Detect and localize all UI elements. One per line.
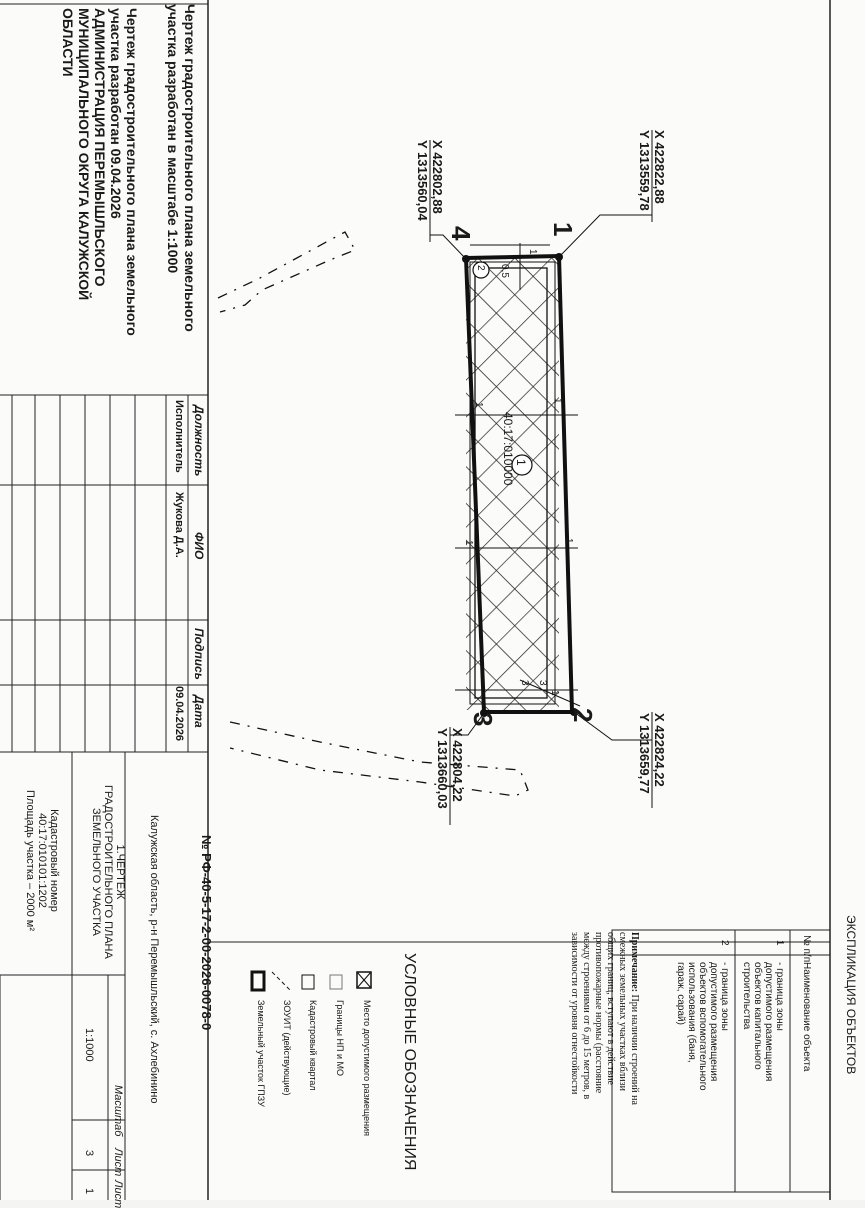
explication-col-name: Наименование объекта: [801, 962, 812, 1072]
coord-point-1: [637, 130, 667, 211]
explication-row-1-num: 1: [774, 940, 785, 946]
coord-point-2: [637, 713, 667, 794]
cadastral-label: Кадастровый номер: [48, 809, 60, 912]
row-1-line: строительства: [741, 962, 752, 1030]
explication-row-1-text: [741, 962, 785, 1081]
org-line1: АДМИНИСТРАЦИЯ ПЕРЕМЫШЛЬСКОГО: [92, 8, 108, 287]
scale-note-line1: Чертеж градостроительного плана земельного: [182, 4, 198, 332]
header-signature: Подпись: [192, 628, 206, 680]
legend-symbols: [252, 972, 371, 990]
stamp-title-line1: 1.ЧЕРТЕЖ: [114, 844, 126, 900]
legend-item-permitted-zone: Место допустимого размещения: [362, 1000, 372, 1137]
legend-item-np-boundaries: Границы НП и МО: [335, 1000, 345, 1076]
coord-point-4: [415, 140, 445, 221]
dim-label: 1: [549, 690, 560, 696]
cadastral-number: 40:17:010101:1202: [36, 813, 48, 908]
executor-date: 09.04.2026: [173, 686, 185, 742]
explication-row-2-num: 2: [719, 940, 730, 946]
note-line: между строениями от 6 до 15 метров, в: [581, 932, 592, 1100]
scale-note-line2: участка разработан в масштабе 1:1000: [165, 4, 181, 274]
explication-col-num: № п/п: [801, 935, 812, 963]
legend-symbol-plot: [252, 972, 264, 990]
sheet-value: 3: [83, 1150, 95, 1157]
coord-2-x: X 422824,22: [652, 713, 667, 787]
dev-note: [60, 8, 140, 336]
row-2-line: допустимого размещения: [708, 962, 719, 1082]
legend-symbol-quarter: [302, 975, 314, 989]
sheet-label: Лист: [112, 1148, 124, 1177]
legend-item-gpzu-plot: Земельный участок ГПЗУ: [256, 1000, 266, 1107]
executor-role: Исполнитель: [173, 400, 185, 473]
note-line: При наличии строений на: [629, 992, 640, 1105]
point-3-number: 3: [468, 712, 498, 727]
row-2-line: использования (баня,: [686, 962, 697, 1063]
zone-marker-1-label: 1: [514, 459, 528, 466]
explication-title: ЭКСПЛИКАЦИЯ ОБЪЕКТОВ: [844, 915, 858, 1075]
explication-row-2-text: [675, 962, 730, 1091]
header-position: Должность: [192, 405, 206, 477]
point-4-number: 4: [446, 226, 476, 241]
coord-point-3: [435, 728, 465, 809]
scale-label: Масштаб: [112, 1085, 124, 1137]
org-line2: МУНИЦИПАЛЬНОГО ОКРУГА КАЛУЖСКОЙ: [76, 8, 92, 301]
sheets-value: 1: [83, 1188, 95, 1195]
scale-note: [164, 4, 198, 332]
cadastral-info: [24, 790, 60, 931]
note-line: зависимости от уровня огнестойкости: [569, 932, 580, 1095]
coord-3-x: X 422804,22: [450, 728, 465, 802]
header-date: Дата: [192, 695, 206, 728]
dim-label: 1: [552, 398, 563, 404]
org-line3: ОБЛАСТИ: [60, 8, 76, 77]
dim-label: 1: [527, 249, 538, 255]
note-bold: Примечание:: [629, 932, 640, 993]
scale-value: 1:1000: [83, 1028, 95, 1062]
legend-symbol-np: [330, 975, 342, 989]
executor-name: Жукова Д.А.: [173, 492, 185, 558]
row-1-line: объектов капитального: [752, 962, 763, 1070]
dev-note-line2: участка разработан 09.04.2026: [108, 8, 124, 219]
dim-label: 0,5: [499, 264, 510, 278]
stamp-title-line3: ЗЕМЕЛЬНОГО УЧАСТКА: [90, 807, 102, 936]
stamp-title: [90, 785, 126, 959]
row-2-line: объектов вспомогательного: [697, 962, 708, 1091]
coord-4-y: Y 1313560,04: [415, 140, 430, 221]
row-1-line: допустимого размещения: [763, 962, 774, 1082]
point-1-number: 1: [548, 222, 578, 237]
point-2-number: 2: [568, 708, 598, 723]
cadastral-quarter-label: 40:17:010000: [501, 412, 515, 486]
plot-address: Калужская область, р-н Перемышльский, с. Ахлебинино: [148, 815, 160, 1104]
dim-label: 3: [519, 680, 530, 686]
sheets-label: Лист: [112, 1180, 124, 1208]
legend-title: УСЛОВНЫЕ ОБОЗНАЧЕНИЯ: [401, 953, 418, 1171]
row-1-line: - граница зоны: [774, 962, 785, 1031]
note-line: смежных земельных участках вблизи: [617, 932, 628, 1091]
dim-label: 1: [473, 402, 484, 408]
plot-area: Площадь участка – 2000 м²: [24, 790, 36, 931]
dim-label: 1: [563, 538, 574, 544]
dim-label: 1: [463, 540, 474, 546]
note-line: общих границ, вступают в действие: [605, 932, 616, 1085]
document-number: № РФ-40-5-17-2-00-2026-0078-0: [199, 835, 214, 1031]
coord-2-y: Y 1313659,77: [637, 713, 652, 794]
header-name: ФИО: [192, 532, 206, 560]
dev-note-line1: Чертеж градостроительного плана земельного: [124, 8, 140, 336]
legend-item-zouit: ЗОУИТ (действующие): [282, 1000, 292, 1096]
coord-1-y: Y 1313559,78: [637, 130, 652, 211]
stamp-title-line2: ГРАДОСТРОИТЕЛЬНОГО ПЛАНА: [102, 785, 114, 959]
zone-marker-2-label: 2: [475, 265, 486, 271]
coord-3-y: Y 1313660,03: [435, 728, 450, 809]
legend-item-cadastral-quarter: Кадастровый квартал: [308, 1000, 318, 1091]
note-line: противопожарные нормы (расстояние: [593, 932, 604, 1094]
coord-1-x: X 422822,88: [652, 130, 667, 204]
row-2-line: - граница зоны: [719, 962, 730, 1031]
coord-4-x: X 422802,88: [430, 140, 445, 214]
row-2-line: гараж, сарай): [675, 962, 686, 1025]
explication-note: [568, 932, 640, 1105]
legend-symbol-zouit: [272, 972, 290, 990]
dim-label: 3: [537, 680, 548, 686]
